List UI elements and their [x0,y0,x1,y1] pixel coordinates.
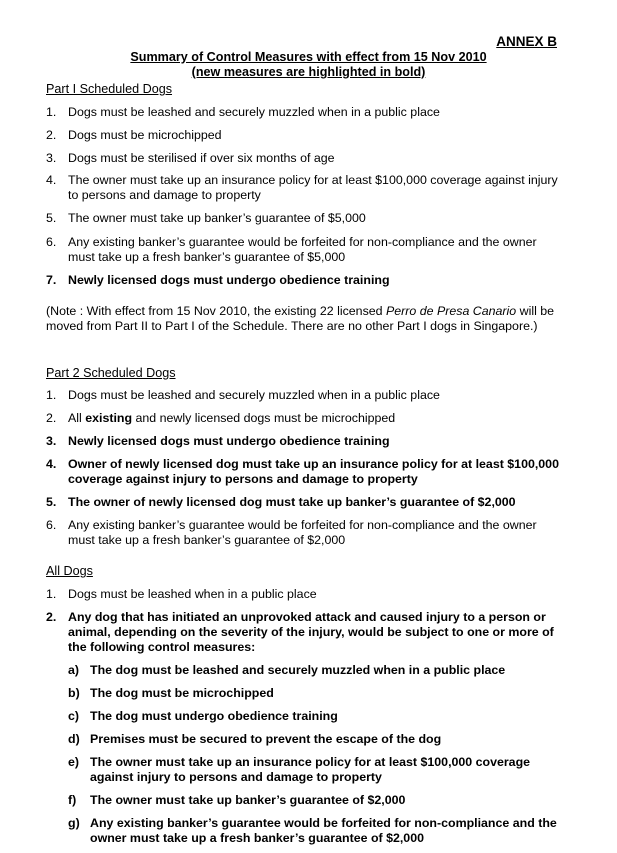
part1-item [46,128,566,143]
item-text: Newly licensed dogs must undergo obedience training [68,273,390,287]
item-text: The owner of newly licensed dog must take up banker’s guarantee of $2,000 [68,495,516,509]
item-letter: b) [68,686,80,700]
control-measure-item [68,663,568,678]
item-text: Dogs must be microchipped [68,128,222,142]
item-text: Newly licensed dogs must undergo obedience training [68,434,390,448]
item-text: Any existing banker’s guarantee would be forfeited for non-compliance and the owner must take up a fresh banker’s guarantee of $2,000 [90,816,557,845]
item-number: 2. [46,411,57,425]
part1-item [46,151,566,166]
part2-item [46,457,566,487]
part2-item [46,411,566,426]
item-text: Owner of newly licensed dog must take up an insurance policy for at least $100,000 coverage against injury to persons and damage to property [68,457,559,486]
note-text: (Note : With effect from 15 Nov 2010, the existing 22 licensed [46,304,386,318]
title-line-1: Summary of Control Measures with effect from 15 Nov 2010 [130,50,487,64]
control-measure-item [68,755,568,785]
control-measure-item [68,816,568,846]
item-number: 5. [46,495,57,509]
item-number: 1. [46,587,57,601]
item-text: The dog must be leashed and securely muzzled when in a public place [90,663,506,677]
part2-heading: Part 2 Scheduled Dogs [46,366,176,380]
part1-item [46,235,566,265]
item-text: Dogs must be leashed and securely muzzled when in a public place [68,388,440,402]
title-line-2: (new measures are highlighted in bold) [191,65,426,79]
item-number: 2. [46,610,57,624]
part2-item [46,518,566,548]
all-dogs-item [46,587,566,602]
control-measure-item [68,793,568,808]
part1-item [46,105,566,120]
item-text: The dog must undergo obedience training [90,709,338,723]
document-title [0,50,617,80]
item-letter: a) [68,663,80,677]
item-letter: f) [68,793,77,807]
item-number: 2. [46,128,57,142]
text-part: All [68,411,86,425]
item-text: Dogs must be leashed when in a public place [68,587,317,601]
item-number: 3. [46,434,57,448]
item-text: Dogs must be sterilised if over six months of age [68,151,335,165]
item-text: The dog must be microchipped [90,686,274,700]
text-part: and newly licensed dogs must be microchipped [132,411,396,425]
annex-label: ANNEX B [496,34,557,49]
item-text: Any dog that has initiated an unprovoked attack and caused injury to a person or animal, depending on the severity of the injury, would be subject to one or more of the following control measures: [68,610,554,654]
item-number: 3. [46,151,57,165]
part1-item [46,211,566,226]
item-text: The owner must take up an insurance policy for at least $100,000 coverage against injury to persons and damage to property [90,755,531,784]
item-number: 1. [46,105,57,119]
part1-item [46,273,566,288]
part1-heading: Part I Scheduled Dogs [46,82,173,96]
item-number: 7. [46,273,57,287]
item-number: 5. [46,211,57,225]
item-text: Dogs must be leashed and securely muzzled when in a public place [68,105,440,119]
control-measure-item [68,709,568,724]
part1-item [46,173,566,203]
item-number: 4. [46,173,57,187]
item-letter: c) [68,709,80,723]
part1-note [46,304,576,334]
item-letter: d) [68,732,80,746]
note-text: will be moved from Part II to Part I of the Schedule. There are no other Part I dogs in Singapore.) [46,304,555,333]
control-measure-item [68,686,568,701]
item-number: 4. [46,457,57,471]
item-number: 1. [46,388,57,402]
item-number: 6. [46,235,57,249]
breed-name: Perro de Presa Canario [386,304,517,318]
all-dogs-heading: All Dogs [46,564,93,578]
item-text [68,411,566,426]
control-measure-item [68,732,568,747]
item-letter: g) [68,816,80,830]
item-number: 6. [46,518,57,532]
part2-item [46,495,566,510]
item-text: The owner must take up banker’s guarantee of $2,000 [90,793,406,807]
item-text: Premises must be secured to prevent the escape of the dog [90,732,442,746]
item-text: Any existing banker’s guarantee would be forfeited for non-compliance and the owner must take up a fresh banker’s guarantee of $5,000 [68,235,537,264]
part2-item [46,434,566,449]
item-letter: e) [68,755,80,769]
item-text: The owner must take up banker’s guarantee of $5,000 [68,211,366,225]
part2-item [46,388,566,403]
item-text: Any existing banker’s guarantee would be forfeited for non-compliance and the owner must take up a fresh banker’s guarantee of $2,000 [68,518,537,547]
all-dogs-item [46,610,566,655]
text-bold-part: existing [85,411,133,425]
item-text: The owner must take up an insurance policy for at least $100,000 coverage against injury to persons and damage to property [68,173,558,202]
